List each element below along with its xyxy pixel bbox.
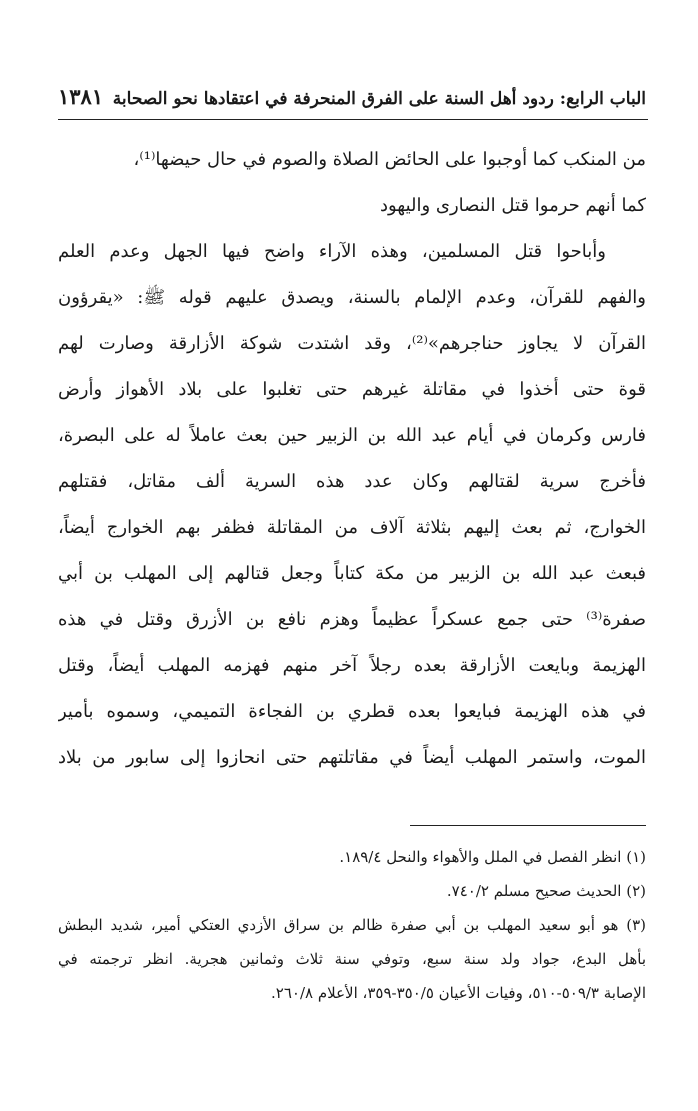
text-line: الخوارج، ثم بعث إليهم بثلاثة آلاف من المقاتلة فظفر بهم الخوارج أيضاً، [58, 517, 646, 538]
text-line: فبعث عبد الله بن الزبير من مكة كتاباً وجعل قتالهم إلى المهلب بن أبي [58, 563, 646, 584]
text-line: في هذه الهزيمة فبايعوا بعده قطري بن الفجاءة التميمي، وسموه بأمير [58, 701, 646, 722]
footnotes [58, 840, 646, 1010]
text-line: فأخرج سرية لقتالهم وكان عدد هذه السرية ألف مقاتل، فقتلهم [58, 471, 646, 492]
footnote-3-continued: الإصابة ٥٠٩/٣-٥١٠، وفيات الأعيان ٣٥٠/٥-٣٥٩، الأعلام ٢٦٠/٨. [271, 984, 646, 1002]
header-divider [58, 119, 648, 120]
footnote-3-continued: بأهل البدع، جواد ولد سنة سبع، وتوفي سنة ثلاث وثمانين هجرية. انظر ترجمته في [58, 950, 646, 968]
text-line: فارس وكرمان في أيام عبد الله بن الزبير حين بعث عاملاً له على البصرة، [58, 425, 646, 446]
footnote-2: (٢) الحديث صحيح مسلم ٧٤٠/٢. [446, 882, 646, 900]
text-line: والفهم للقرآن، وعدم الإلمام بالسنة، ويصدق عليهم قوله ﷺ: «يقرؤون [58, 287, 646, 308]
footnote-3: (٣) هو أبو سعيد المهلب بن أبي صفرة ظالم بن سراق الأزدي العتكي أمير، شديد البطش [58, 916, 646, 934]
chapter-title: الباب الرابع: ردود أهل السنة على الفرق المنحرفة في اعتقادها نحو الصحابة [112, 89, 646, 109]
footnote-1: (١) انظر الفصل في الملل والأهواء والنحل ١٨٩/٤. [339, 848, 646, 866]
running-header [58, 84, 646, 109]
text-line: من المنكب كما أوجبوا على الحائض الصلاة والصوم في حال حيضها⁽¹⁾، [133, 149, 646, 170]
text-line: القرآن لا يجاوز حناجرهم»⁽²⁾، وقد اشتدت شوكة الأزارقة وصارت لهم [58, 333, 646, 354]
text-line: الموت، واستمر المهلب أيضاً في مقاتلتهم حتى انحازوا إلى سابور من بلاد [58, 747, 646, 768]
text-line: صفرة⁽³⁾ حتى جمع عسكراً عظيماً وهزم نافع بن الأزرق وقتل في هذه [58, 609, 646, 630]
main-text [58, 137, 646, 781]
text-line: وأباحوا قتل المسلمين، وهذه الآراء واضح فيها الجهل وعدم العلم [58, 241, 606, 262]
footnote-divider [410, 825, 646, 826]
text-line: قوة حتى أخذوا في مقاتلة غيرهم حتى تغلبوا على بلاد الأهواز وأرض [58, 379, 646, 400]
text-line: كما أنهم حرموا قتل النصارى واليهود [379, 195, 646, 216]
page-number: ١٣٨١ [58, 84, 104, 109]
text-line: الهزيمة وبايعت الأزارقة بعده رجلاً آخر منهم فهزمه المهلب أيضاً، وقتل [58, 655, 646, 676]
